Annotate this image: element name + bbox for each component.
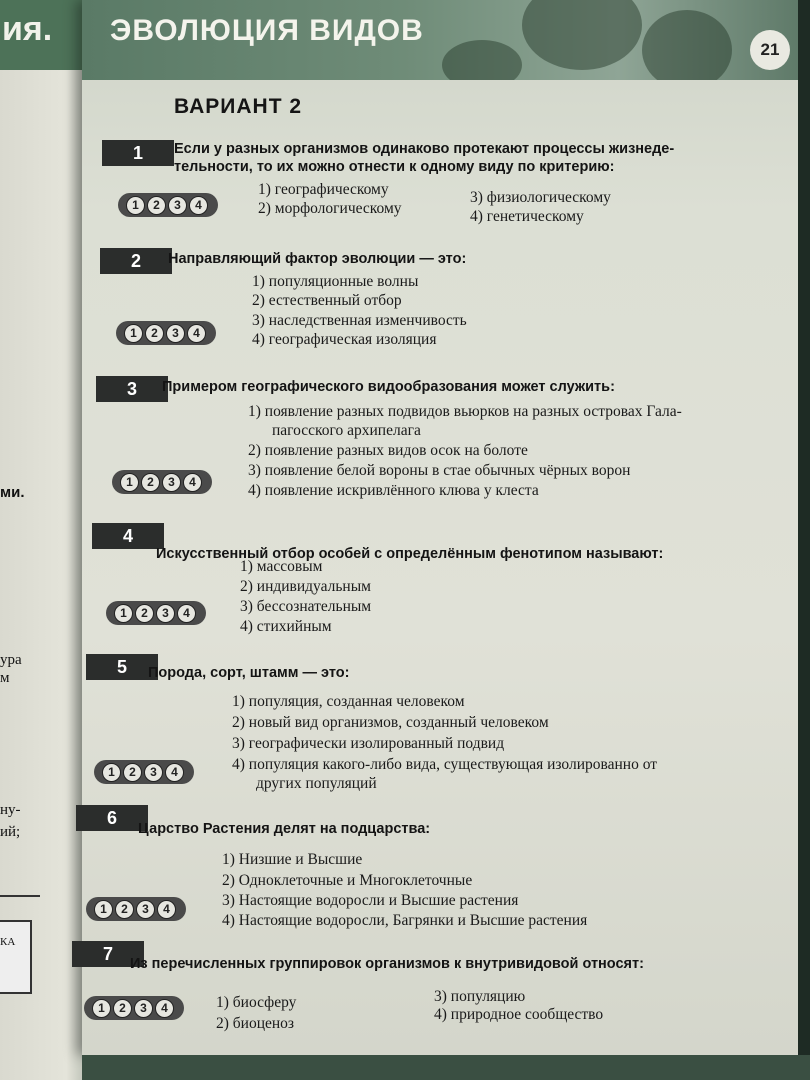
answer-selector[interactable] (116, 321, 216, 345)
left-page-header-fragment: ия. (2, 10, 53, 48)
answer-option-text: других популяций (256, 775, 377, 792)
left-fragment: ий; (0, 824, 21, 840)
answer-option-2[interactable]: 2 (147, 196, 166, 215)
left-box-label: КА (0, 936, 16, 948)
answer-selector[interactable] (94, 760, 194, 784)
answer-option-text: 3) географически изолированный подвид (232, 735, 505, 752)
answer-option-text: 1) популяционные волны (252, 273, 419, 290)
answer-option-text: 4) генетическому (470, 208, 584, 225)
answer-option-text: 4) географическая изоляция (252, 331, 437, 348)
left-fragment: м (0, 670, 10, 686)
question-number: 1 (102, 140, 174, 166)
question-text (168, 250, 466, 268)
left-page (0, 0, 95, 1080)
left-box (0, 920, 32, 994)
question-text-line: Примером географического видообразования может служить: (162, 379, 615, 395)
answer-option-1[interactable]: 1 (126, 196, 145, 215)
answer-option-text: 3) наследственная изменчивость (252, 312, 467, 329)
answer-option-4[interactable]: 4 (187, 324, 206, 343)
question-text-line: тельности, то их можно отнести к одному виду по критерию: (174, 159, 615, 175)
answer-option-4[interactable]: 4 (165, 763, 184, 782)
question-text (162, 378, 615, 396)
answer-option-3[interactable]: 3 (166, 324, 185, 343)
answer-option-text: 2) биоценоз (216, 1015, 295, 1032)
left-divider (0, 895, 40, 897)
chapter-header (82, 0, 798, 80)
answer-selector[interactable] (86, 897, 186, 921)
answer-option-1[interactable]: 1 (120, 473, 139, 492)
left-fragment: ура (0, 652, 22, 668)
answer-option-2[interactable]: 2 (145, 324, 164, 343)
answer-option-3[interactable]: 3 (168, 196, 187, 215)
question-text (138, 820, 430, 838)
question-text-line: Если у разных организмов одинаково протекают процессы жизнеде- (174, 141, 675, 157)
answer-option-4[interactable]: 4 (157, 900, 176, 919)
question-text-line: Из перечисленных группировок организмов к внутривидовой относят: (130, 956, 644, 972)
variant-title: ВАРИАНТ 2 (174, 95, 303, 118)
question-number: 7 (72, 941, 144, 967)
answer-option-text: 4) популяция какого-либо вида, существующая изолированно от (232, 756, 658, 773)
answer-option-1[interactable]: 1 (92, 999, 111, 1018)
answer-option-1[interactable]: 1 (94, 900, 113, 919)
answer-option-text: 2) морфологическому (258, 200, 402, 217)
answer-option-4[interactable]: 4 (155, 999, 174, 1018)
answer-option-3[interactable]: 3 (134, 999, 153, 1018)
answer-option-text: 1) появление разных подвидов вьюрков на разных островах Гала- (248, 403, 682, 420)
answer-selector[interactable] (112, 470, 212, 494)
answer-option-2[interactable]: 2 (135, 604, 154, 623)
answer-option-text: 1) массовым (240, 558, 323, 575)
page-edge-shadow (798, 0, 810, 1080)
answer-option-1[interactable]: 1 (124, 324, 143, 343)
question-number: 3 (96, 376, 168, 402)
answer-option-text: 4) Настоящие водоросли, Багрянки и Высшие растения (222, 912, 588, 929)
answer-option-text: 1) географическому (258, 181, 389, 198)
answer-option-3[interactable]: 3 (144, 763, 163, 782)
question-text (148, 664, 349, 682)
question-text (156, 545, 663, 563)
answer-option-text: 3) физиологическому (470, 189, 611, 206)
answer-option-text: 4) природное сообщество (434, 1006, 604, 1023)
page-bottom-shadow (82, 1055, 810, 1080)
answer-option-1[interactable]: 1 (102, 763, 121, 782)
answer-option-1[interactable]: 1 (114, 604, 133, 623)
answer-option-text: 2) новый вид организмов, созданный человеком (232, 714, 549, 731)
answer-selector[interactable] (118, 193, 218, 217)
question-text-line: Порода, сорт, штамм — это: (148, 665, 350, 681)
answer-option-text: 2) естественный отбор (252, 292, 402, 309)
header-decoration (642, 10, 732, 80)
answer-option-3[interactable]: 3 (156, 604, 175, 623)
answer-option-4[interactable]: 4 (189, 196, 208, 215)
question-text-line: Царство Растения делят на подцарства: (138, 821, 431, 837)
question-number: 2 (100, 248, 172, 274)
answer-option-2[interactable]: 2 (113, 999, 132, 1018)
header-decoration (522, 0, 642, 70)
answer-option-text: 2) появление разных видов осок на болоте (248, 442, 528, 459)
answer-option-2[interactable]: 2 (123, 763, 142, 782)
left-fragment: ми. (0, 484, 25, 501)
answer-option-text: 3) появление белой вороны в стае обычных чёрных ворон (248, 462, 631, 479)
answer-option-text: 1) популяция, созданная человеком (232, 693, 465, 710)
answer-option-text: пагосского архипелага (272, 422, 421, 439)
question-number: 4 (92, 523, 164, 549)
left-fragment: ну- (0, 802, 21, 818)
answer-option-text: 3) бессознательным (240, 598, 372, 615)
right-page (82, 0, 798, 1055)
question-text (130, 955, 644, 973)
answer-option-2[interactable]: 2 (141, 473, 160, 492)
chapter-title: ЭВОЛЮЦИЯ ВИДОВ (110, 14, 424, 47)
question-text-line: Направляющий фактор эволюции — это: (168, 251, 467, 267)
answer-option-text: 2) индивидуальным (240, 578, 371, 595)
question-text (174, 140, 674, 176)
answer-option-text: 2) Одноклеточные и Многоклеточные (222, 872, 473, 889)
question-number: 5 (86, 654, 158, 680)
answer-selector[interactable] (106, 601, 206, 625)
answer-option-text: 1) Низшие и Высшие (222, 851, 363, 868)
answer-option-3[interactable]: 3 (136, 900, 155, 919)
header-decoration (442, 40, 522, 80)
answer-option-4[interactable]: 4 (183, 473, 202, 492)
answer-option-4[interactable]: 4 (177, 604, 196, 623)
answer-option-text: 4) стихийным (240, 618, 332, 635)
question-text-line: Искусственный отбор особей с определённым фенотипом называют: (156, 546, 664, 562)
answer-option-2[interactable]: 2 (115, 900, 134, 919)
answer-selector[interactable] (84, 996, 184, 1020)
question-number: 6 (76, 805, 148, 831)
answer-option-text: 3) Настоящие водоросли и Высшие растения (222, 892, 519, 909)
answer-option-text: 3) популяцию (434, 988, 526, 1005)
answer-option-text: 4) появление искривлённого клюва у клеста (248, 482, 539, 499)
page-number: 21 (750, 30, 790, 70)
answer-option-text: 1) биосферу (216, 994, 297, 1011)
answer-option-3[interactable]: 3 (162, 473, 181, 492)
